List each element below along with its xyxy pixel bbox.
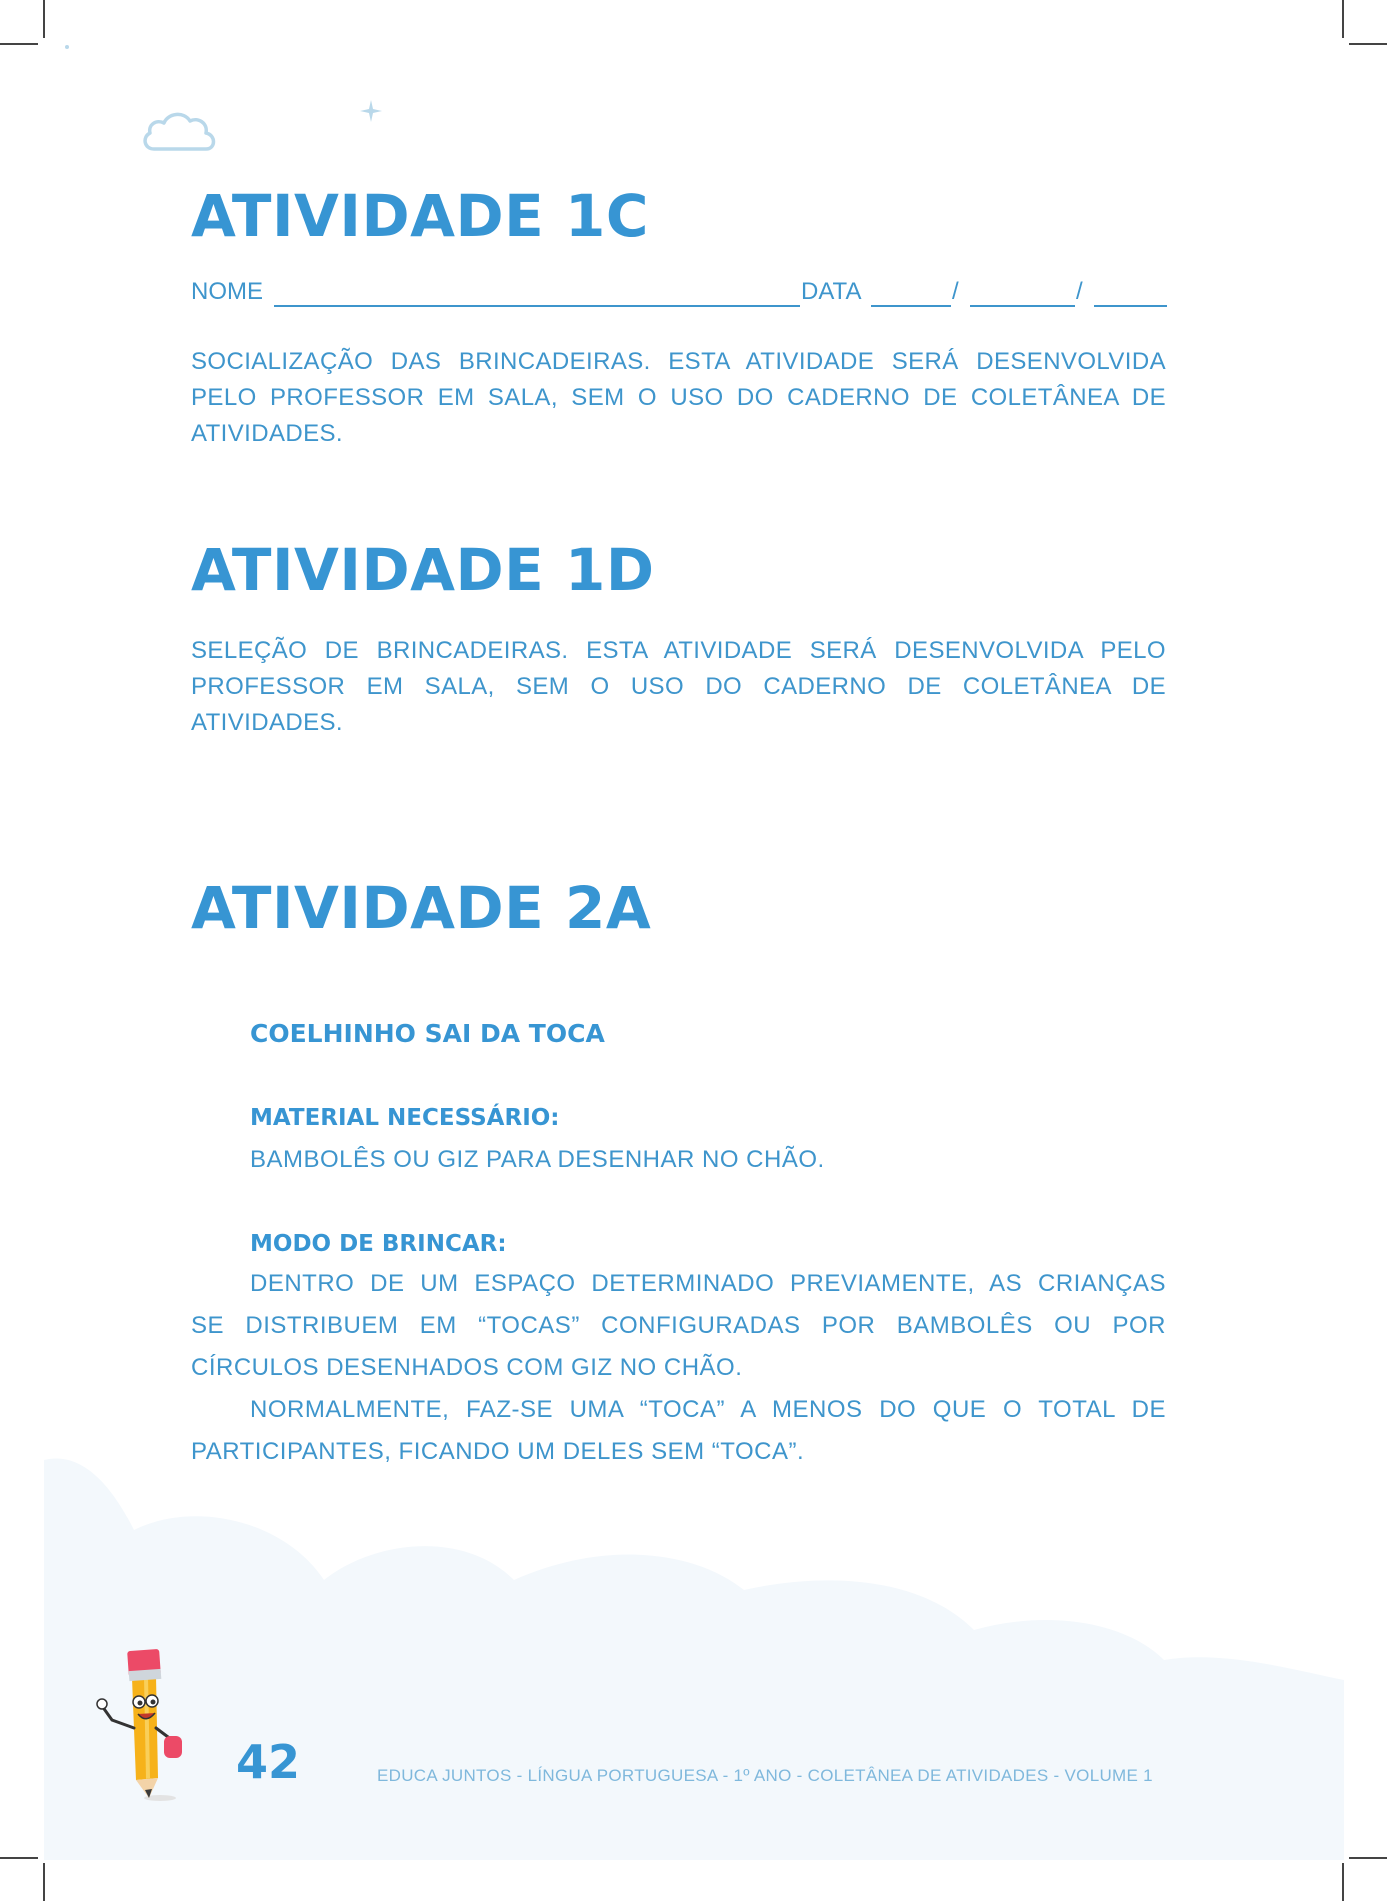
date-label: DATA — [801, 278, 862, 305]
pencil-mascot-icon — [92, 1640, 188, 1802]
material-text: BAMBOLÊS OU GIZ PARA DESENHAR NO CHÃO. — [250, 1146, 825, 1173]
crop-mark — [1349, 1857, 1387, 1859]
name-input-line[interactable] — [274, 305, 800, 307]
crop-mark — [1342, 1863, 1344, 1901]
footer-text: EDUCA JUNTOS - LÍNGUA PORTUGUESA - 1º ANO - COLETÂNEA DE ATIVIDADES - VOLUME 1 — [377, 1766, 1153, 1785]
dot-decoration — [65, 45, 69, 49]
how-to-play-line: DENTRO DE UM ESPAÇO DETERMINADO PREVIAMENTE, AS CRIANÇAS — [250, 1270, 1166, 1297]
name-label: NOME — [191, 278, 263, 305]
page-number: 42 — [236, 1735, 301, 1789]
how-to-play-line: NORMALMENTE, FAZ-SE UMA “TOCA” A MENOS DO QUE O TOTAL DE — [250, 1396, 1166, 1423]
date-day-line[interactable] — [871, 305, 951, 307]
crop-mark — [43, 0, 45, 38]
how-to-play-line: PARTICIPANTES, FICANDO UM DELES SEM “TOCA”. — [191, 1438, 805, 1465]
activity-2a-title: ATIVIDADE 2A — [191, 874, 652, 942]
activity-1c-description: SOCIALIZAÇÃO DAS BRINCADEIRAS. ESTA ATIVIDADE SERÁ DESENVOLVIDA PELO PROFESSOR EM SALA, SEM O USO DO CADERNO DE COLETÂNEA DE ATIVIDADES. — [191, 348, 1166, 447]
date-year-line[interactable] — [1094, 305, 1167, 307]
crop-mark — [0, 43, 38, 45]
activity-1d-description: SELEÇÃO DE BRINCADEIRAS. ESTA ATIVIDADE SERÁ DESENVOLVIDA PELO PROFESSOR EM SALA, SEM O USO DO CADERNO DE COLETÂNEA DE ATIVIDADES. — [191, 637, 1166, 736]
game-title: COELHINHO SAI DA TOCA — [250, 1019, 605, 1048]
name-date-field — [191, 278, 1167, 308]
crop-mark — [1342, 0, 1344, 38]
date-separator: / — [1076, 278, 1083, 305]
how-to-play-line: CÍRCULOS DESENHADOS COM GIZ NO CHÃO. — [191, 1354, 743, 1381]
crop-mark — [0, 1857, 38, 1859]
date-separator: / — [952, 278, 959, 305]
crop-mark — [1349, 43, 1387, 45]
activity-1d-title: ATIVIDADE 1D — [191, 536, 655, 604]
how-to-play-heading: MODO DE BRINCAR: — [250, 1231, 507, 1257]
how-to-play-line: SE DISTRIBUEM EM “TOCAS” CONFIGURADAS POR BAMBOLÊS OU POR — [191, 1312, 1166, 1339]
activity-1c-title: ATIVIDADE 1C — [191, 182, 649, 250]
date-month-line[interactable] — [970, 305, 1075, 307]
background-clouds — [44, 1430, 1344, 1860]
cloud-icon — [140, 107, 220, 153]
crop-mark — [43, 1863, 45, 1901]
material-heading: MATERIAL NECESSÁRIO: — [250, 1105, 560, 1131]
sparkle-icon — [359, 99, 383, 123]
